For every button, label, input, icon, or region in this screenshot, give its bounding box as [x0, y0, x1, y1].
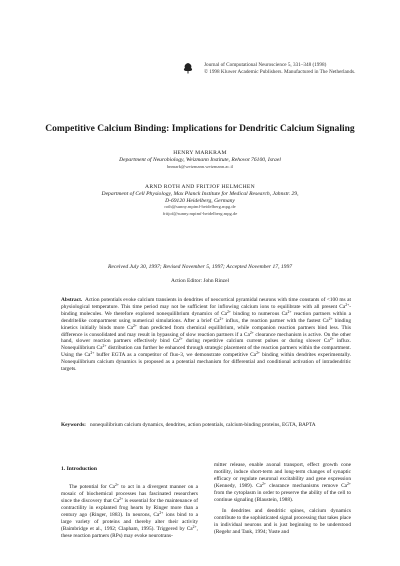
action-editor: Action Editor: John Rinzel [171, 278, 229, 284]
author-email: bnmark@weizmann.weizmann.ac.il [166, 163, 234, 169]
column-right [214, 462, 351, 540]
abstract-label: Abstract. [61, 297, 83, 303]
author-block-1 [40, 150, 360, 170]
author-email-2: fritjof@sunny.mpimf-heidelberg.mpg.de [162, 210, 238, 216]
author-block-2 [40, 184, 360, 217]
section-heading: 1. Introduction [61, 466, 97, 472]
author-affiliation: Department of Neurobiology, Weizmann Institute, Rehovot 76100, Israel [119, 157, 281, 163]
author-name: HENRY MARKRAM [173, 150, 227, 156]
abstract [61, 297, 351, 373]
column-left [61, 462, 198, 544]
abstract-text: Action potentials evoke calcium transients in dendrites of neocortical pyramidal neurons with time constants of <100 ms at physiological temperature. This time period may not be sufficient for inflowing calcium ions to equilibrate with all present $Ca^{2+}$-binding molecules. We therefore explored nonequilibrium dynamics of $Ca^{2+}$ binding to numerous $Ca^{2+}$ reaction partners within a dendritelike compartment using numerical simulations. After a brief $Ca^{2+}$ influx, the reaction partner with the fastest $Ca^{2+}$ binding kinetics initially binds more $Ca^{2+}$ than predicted from chemical equilibrium, while companion reaction partners bind less. This difference is consolidated and may result in bypassing of slow reaction partners if a $Ca^{2+}$ clearance mechanism is active. On the other hand, slower reaction partners effectively bind $Ca^{2+}$ during repetitive calcium current pulses or during slower $Ca^{2+}$ influx. Nonequilibrium $Ca^{2+}$ distribution can further be enhanced through strategic placement of the reaction partners within the compartment. Using the $Ca^{2+}$ buffer EGTA as a competitor of fluo-3, we demonstrate competitive $Ca^{2+}$ binding within dendrites experimentally. Nonequilibrium calcium dynamics is proposed as a potential mechanism for differential and conditional activation of intradendritic targets. [61, 297, 352, 373]
copyright-line: © 1998 Kluwer Academic Publishers. Manufactured in The Netherlands. [204, 68, 356, 75]
keywords-label: Keywords: [61, 422, 86, 428]
received-dates: Received July 30, 1997; Revised November 5, 1997; Accepted November 17, 1997 [107, 264, 293, 270]
intro-paragraph-1-cont: mitter release, enable axonal transport, effect growth cone motility, induce short-term and long-term changes of synaptic efficacy or regulate neuronal excitability and gene expression (Kennedy, 1989). $Ca^{2+}$ clearance mechanisms remove $Ca^{2+}$ from the cytoplasm in order to preserve the ability of the cell to continue signaling (Blaustein, 1988). [214, 462, 351, 503]
author-affiliation-line-2: D-69120 Heidelberg, Germany [165, 197, 235, 204]
intro-paragraph-2: In dendrites and dendritic spines, calcium dynamics contribute to the sophisticated signal processing that takes place in individual neurons and is just beginning to be understood (Regehr and Tank, 1994; Yuste and [214, 507, 351, 535]
keywords-text: nonequilibrium calcium dynamics, dendrites, action potentials, calcium-binding proteins, EGTA, BAPTA [89, 422, 316, 428]
paper-title: Competitive Calcium Binding: Implications for Dendritic Calcium Signaling [45, 124, 355, 134]
keywords [61, 422, 351, 429]
author-email-1: roth@sunny.mpimf-heidelberg.mpg.de [164, 204, 236, 210]
journal-header [184, 62, 374, 75]
author-names: ARND ROTH AND FRITJOF HELMCHEN [144, 184, 255, 190]
journal-citation: Journal of Computational Neuroscience 5, 331–348 (1998) [204, 62, 327, 68]
author-affiliation-line-1: Department of Cell Physiology, Max Planck Institute for Medical Research, Jahnstr. 29, [101, 191, 299, 197]
intro-paragraph-1: The potential for $Ca^{2+}$ to act in a divergent manner on a mosaic of biochemical processes has fascinated researchers since the discovery that $Ca^{2+}$ is essential for the maintenance of contractility in explanted frog hearts by Ringer more than a century ago (Ringer, 1883). In neurons, $Ca^{2+}$ ions bind to a large variety of proteins and thereby alter their activity (Baimbridge et al., 1992; Clapham, 1995). Triggered by $Ca^{2+}$, these reaction partners (RPs) may evoke neurotrans- [61, 482, 198, 539]
